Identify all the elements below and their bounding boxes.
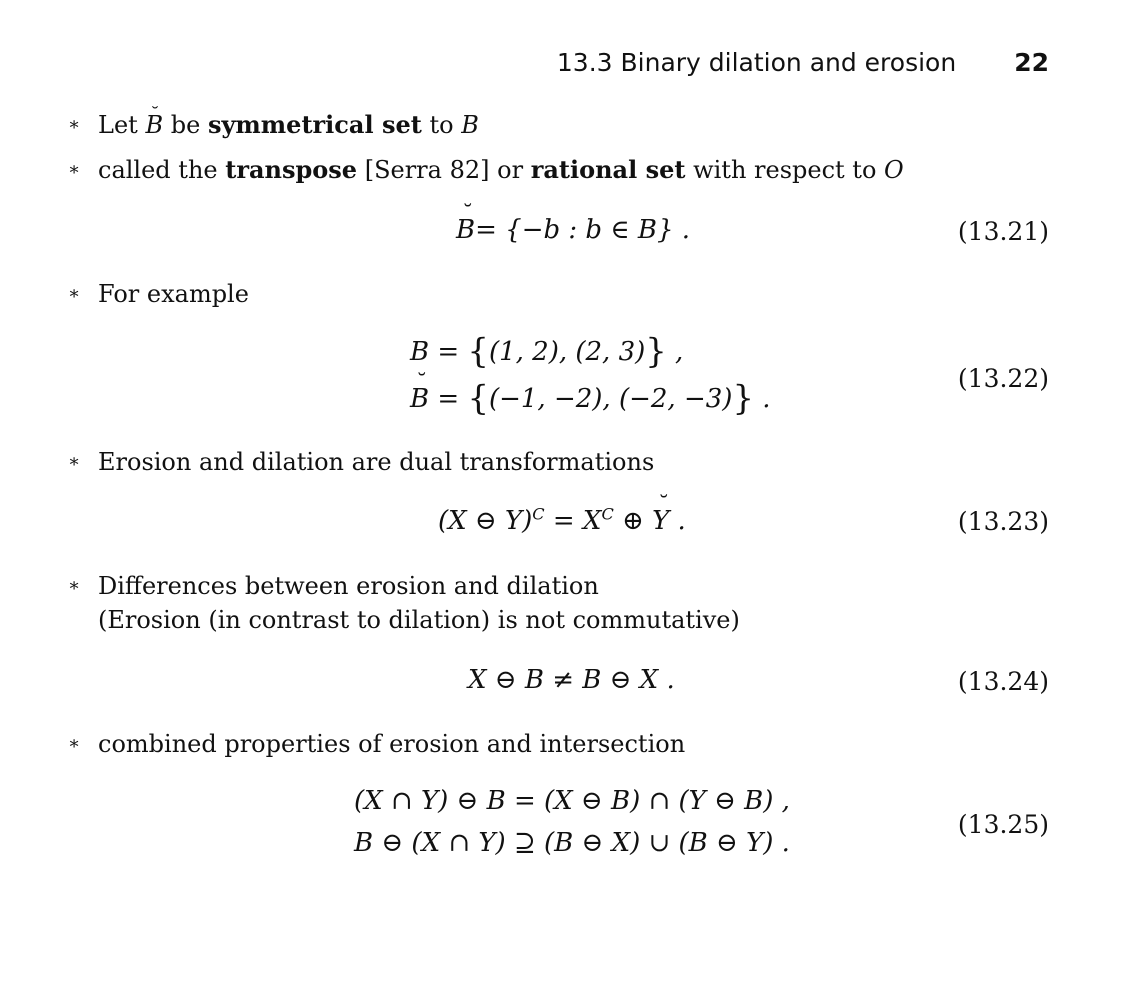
- bullet-text: Differences between erosion and dilation (Erosion (in contrast to dilation) is not commutative): [98, 572, 740, 634]
- section-title: 13.3 Binary dilation and erosion: [556, 48, 957, 77]
- bullet-text: Let ˘ B be symmetrical set to B: [98, 108, 479, 142]
- bullet-icon: ∗: [68, 575, 81, 596]
- slide-header: [557, 48, 1049, 77]
- bullet-text: combined properties of erosion and intersection: [98, 730, 686, 758]
- term-symmetrical-set: symmetrical set: [207, 110, 422, 139]
- page-number: 22: [1014, 48, 1049, 77]
- bullet-icon: ∗: [68, 114, 81, 135]
- equation-13-22-line-2: ˘ B = {(−1, −2), (−2, −3)} .: [410, 384, 770, 414]
- equation-13-25-line-2: B ⊖ (X ∩ Y) ⊇ (B ⊖ X) ∪ (B ⊖ Y) .: [354, 828, 790, 858]
- bullet-icon: ∗: [68, 733, 81, 754]
- equation-13-21: ˘ B= {−b : b ∈ B} .: [456, 215, 690, 245]
- equation-number-13-25: (13.25): [957, 810, 1049, 839]
- equation-number-13-23: (13.23): [957, 507, 1049, 536]
- equation-number-13-24: (13.24): [957, 667, 1049, 696]
- bullet-text: For example: [98, 280, 249, 308]
- bullet-icon: ∗: [68, 451, 81, 472]
- bullet-icon: ∗: [68, 159, 81, 180]
- term-transpose: transpose: [225, 155, 358, 184]
- equation-13-23: (X ⊖ $Y)^C = X^C$ ⊕ ˘ Y .: [438, 506, 686, 536]
- b-check-symbol: ˘ B: [145, 108, 163, 142]
- bullet-text: Erosion and dilation are dual transformations: [98, 448, 655, 476]
- equation-number-13-22: (13.22): [957, 364, 1049, 393]
- equation-13-24: X ⊖ B ≠ B ⊖ X .: [468, 665, 675, 695]
- equation-number-13-21: (13.21): [957, 217, 1049, 246]
- bullet-icon: ∗: [68, 283, 81, 304]
- equation-13-22-line-1: B = {(1, 2), (2, 3)} ,: [410, 331, 684, 371]
- bullet-text: called the transpose [Serra 82] or rational set with respect to O: [98, 155, 904, 184]
- equation-13-25-line-1: (X ∩ Y) ⊖ B = (X ⊖ B) ∩ (Y ⊖ B) ,: [354, 786, 790, 816]
- term-rational-set: rational set: [530, 155, 686, 184]
